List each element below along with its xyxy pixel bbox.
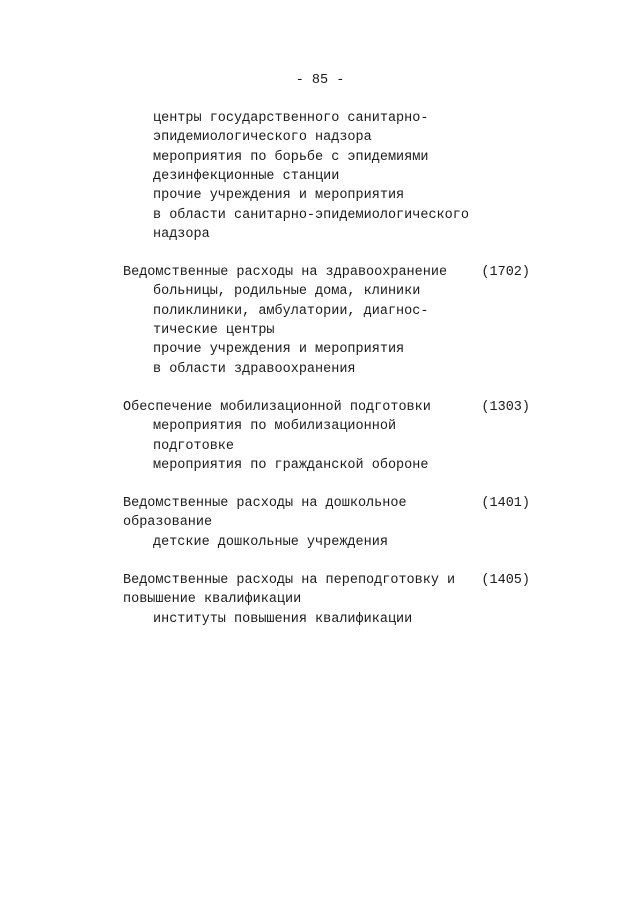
list-item: мероприятия по борьбе с эпидемиями	[153, 150, 429, 165]
list-item: надзора	[153, 227, 210, 242]
section-code: (1702)	[481, 265, 530, 280]
list-item: институты повышения квалификации	[153, 612, 413, 627]
section-code: (1405)	[481, 573, 530, 588]
section-heading: Обеспечение мобилизационной подготовки	[123, 400, 431, 415]
list-item: тические центры	[153, 323, 275, 338]
list-item: прочие учреждения и мероприятия	[153, 188, 405, 203]
list-item: в области санитарно-эпидемиологического	[153, 208, 469, 223]
section-heading-continued: образование	[123, 515, 213, 530]
list-item: поликлиники, амбулатории, диагнос-	[153, 304, 429, 319]
list-item: эпидемиологического надзора	[153, 130, 372, 145]
page-number: - 85 -	[295, 73, 345, 88]
section-heading: Ведомственные расходы на здравоохранение	[123, 265, 448, 280]
list-item: прочие учреждения и мероприятия	[153, 342, 405, 357]
list-item: детские дошкольные учреждения	[153, 535, 388, 550]
list-item: центры государственного санитарно-	[153, 111, 429, 126]
list-item: в области здравоохранения	[153, 362, 356, 377]
section-code: (1401)	[481, 496, 530, 511]
list-item: мероприятия по мобилизационной	[153, 419, 397, 434]
list-item: подготовке	[153, 439, 235, 454]
list-item: дезинфекционные станции	[153, 169, 340, 184]
list-item: мероприятия по гражданской обороне	[153, 458, 429, 473]
section-heading: Ведомственные расходы на дошкольное	[123, 496, 407, 511]
section-heading: Ведомственные расходы на переподготовку и	[123, 573, 456, 588]
list-item: больницы, родильные дома, клиники	[153, 284, 421, 299]
section-heading-continued: повышение квалификации	[123, 592, 302, 607]
section-code: (1303)	[481, 400, 530, 415]
